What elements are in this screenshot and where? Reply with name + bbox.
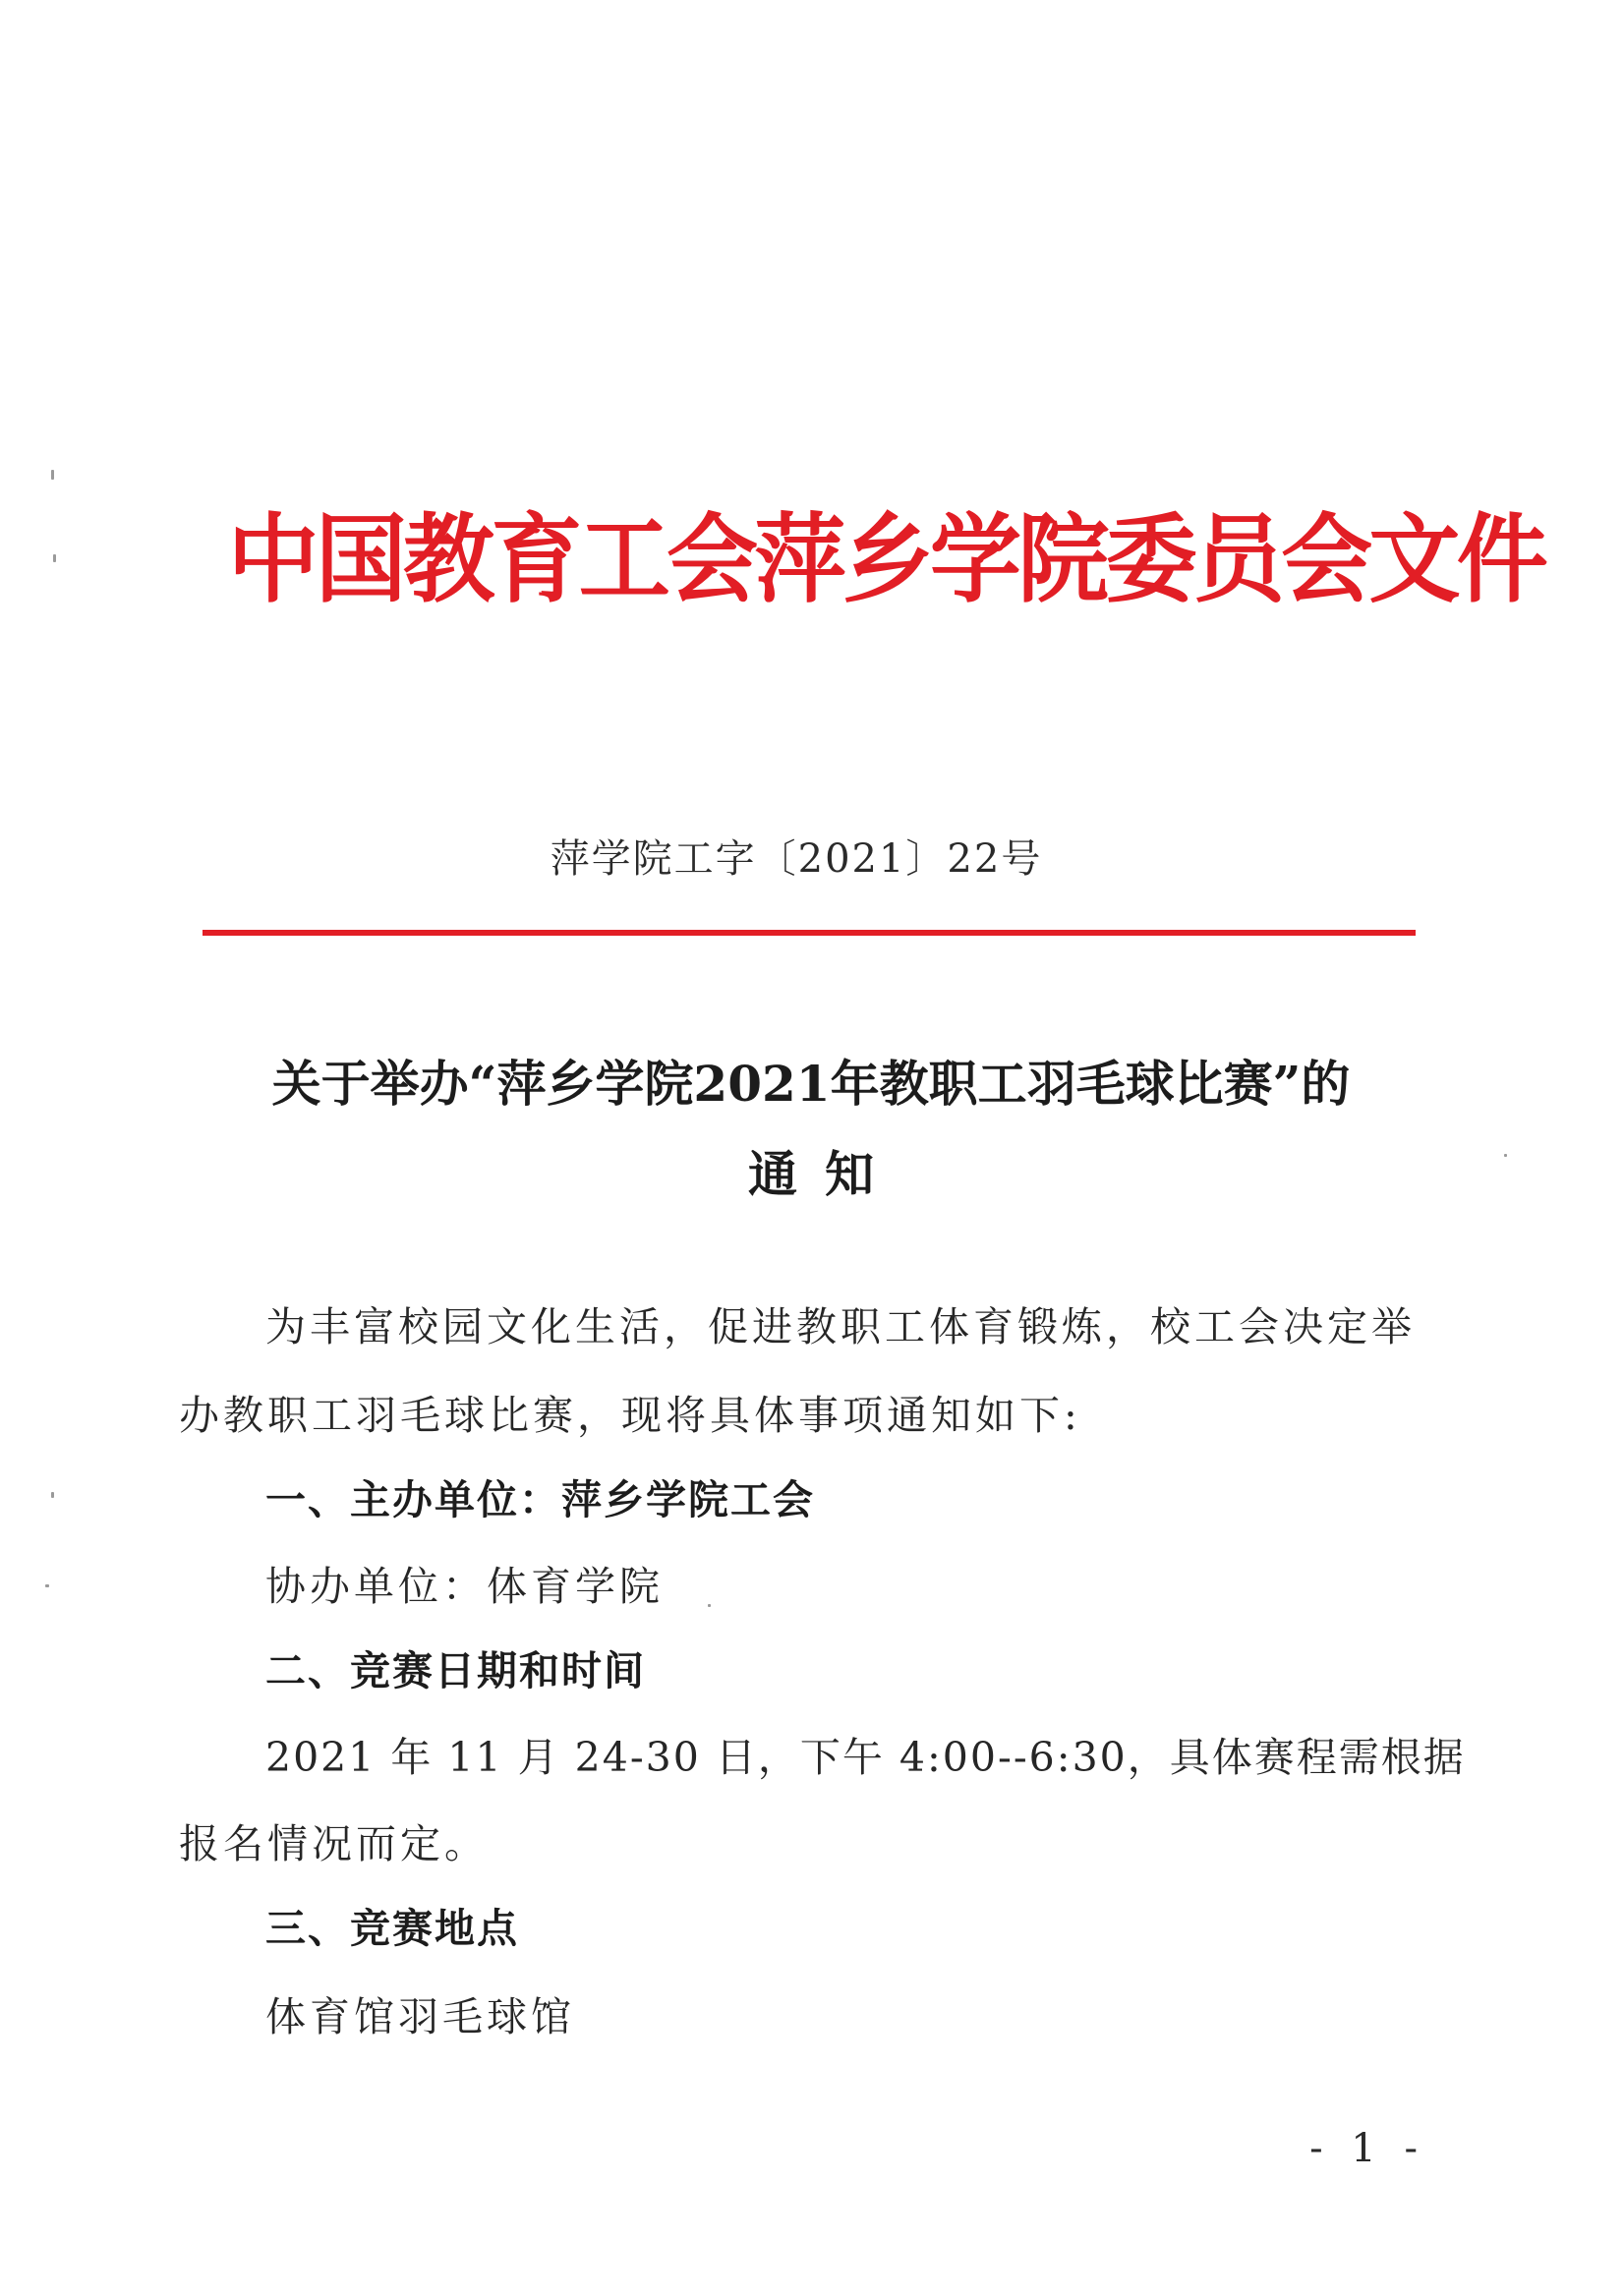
page-number: - 1 - [1309, 2126, 1425, 2171]
section-1-text: 协办单位：体育学院 [265, 1563, 664, 1610]
section-2-heading: 二、竞赛日期和时间 [265, 1647, 646, 1694]
issuing-organization-title: 中国教育工会萍乡学院委员会文件 [227, 504, 1545, 616]
intro-paragraph-line-2: 办教职工羽毛球比赛，现将具体事项通知如下: [179, 1392, 1081, 1439]
document-number: 萍学院工字〔2021〕22号 [550, 836, 1043, 882]
notice-title-line-2: 通知 [748, 1145, 901, 1203]
scan-speck [51, 470, 54, 480]
section-3-text: 体育馆羽毛球馆 [265, 1993, 575, 2040]
scan-speck [708, 1604, 711, 1607]
section-2-line-2: 报名情况而定。 [179, 1820, 489, 1867]
scan-speck [1504, 1154, 1507, 1157]
section-3-heading: 三、竞赛地点 [265, 1905, 519, 1952]
red-divider-line [203, 930, 1416, 936]
notice-title [157, 1050, 1465, 1209]
scan-speck [51, 1492, 54, 1498]
notice-title-line-1: 关于举办“萍乡学院2021年教职工羽毛球比赛”的 [271, 1055, 1351, 1113]
intro-paragraph-line-1: 为丰富校园文化生活，促进教职工体育锻炼，校工会决定举 [265, 1303, 1416, 1350]
section-1-heading: 一、主办单位：萍乡学院工会 [265, 1476, 815, 1523]
scan-speck [53, 554, 56, 562]
scan-speck [45, 1584, 49, 1587]
section-2-line-1: 2021 年 11 月 24-30 日，下午 4:00--6:30，具体赛程需根据 [265, 1734, 1466, 1781]
